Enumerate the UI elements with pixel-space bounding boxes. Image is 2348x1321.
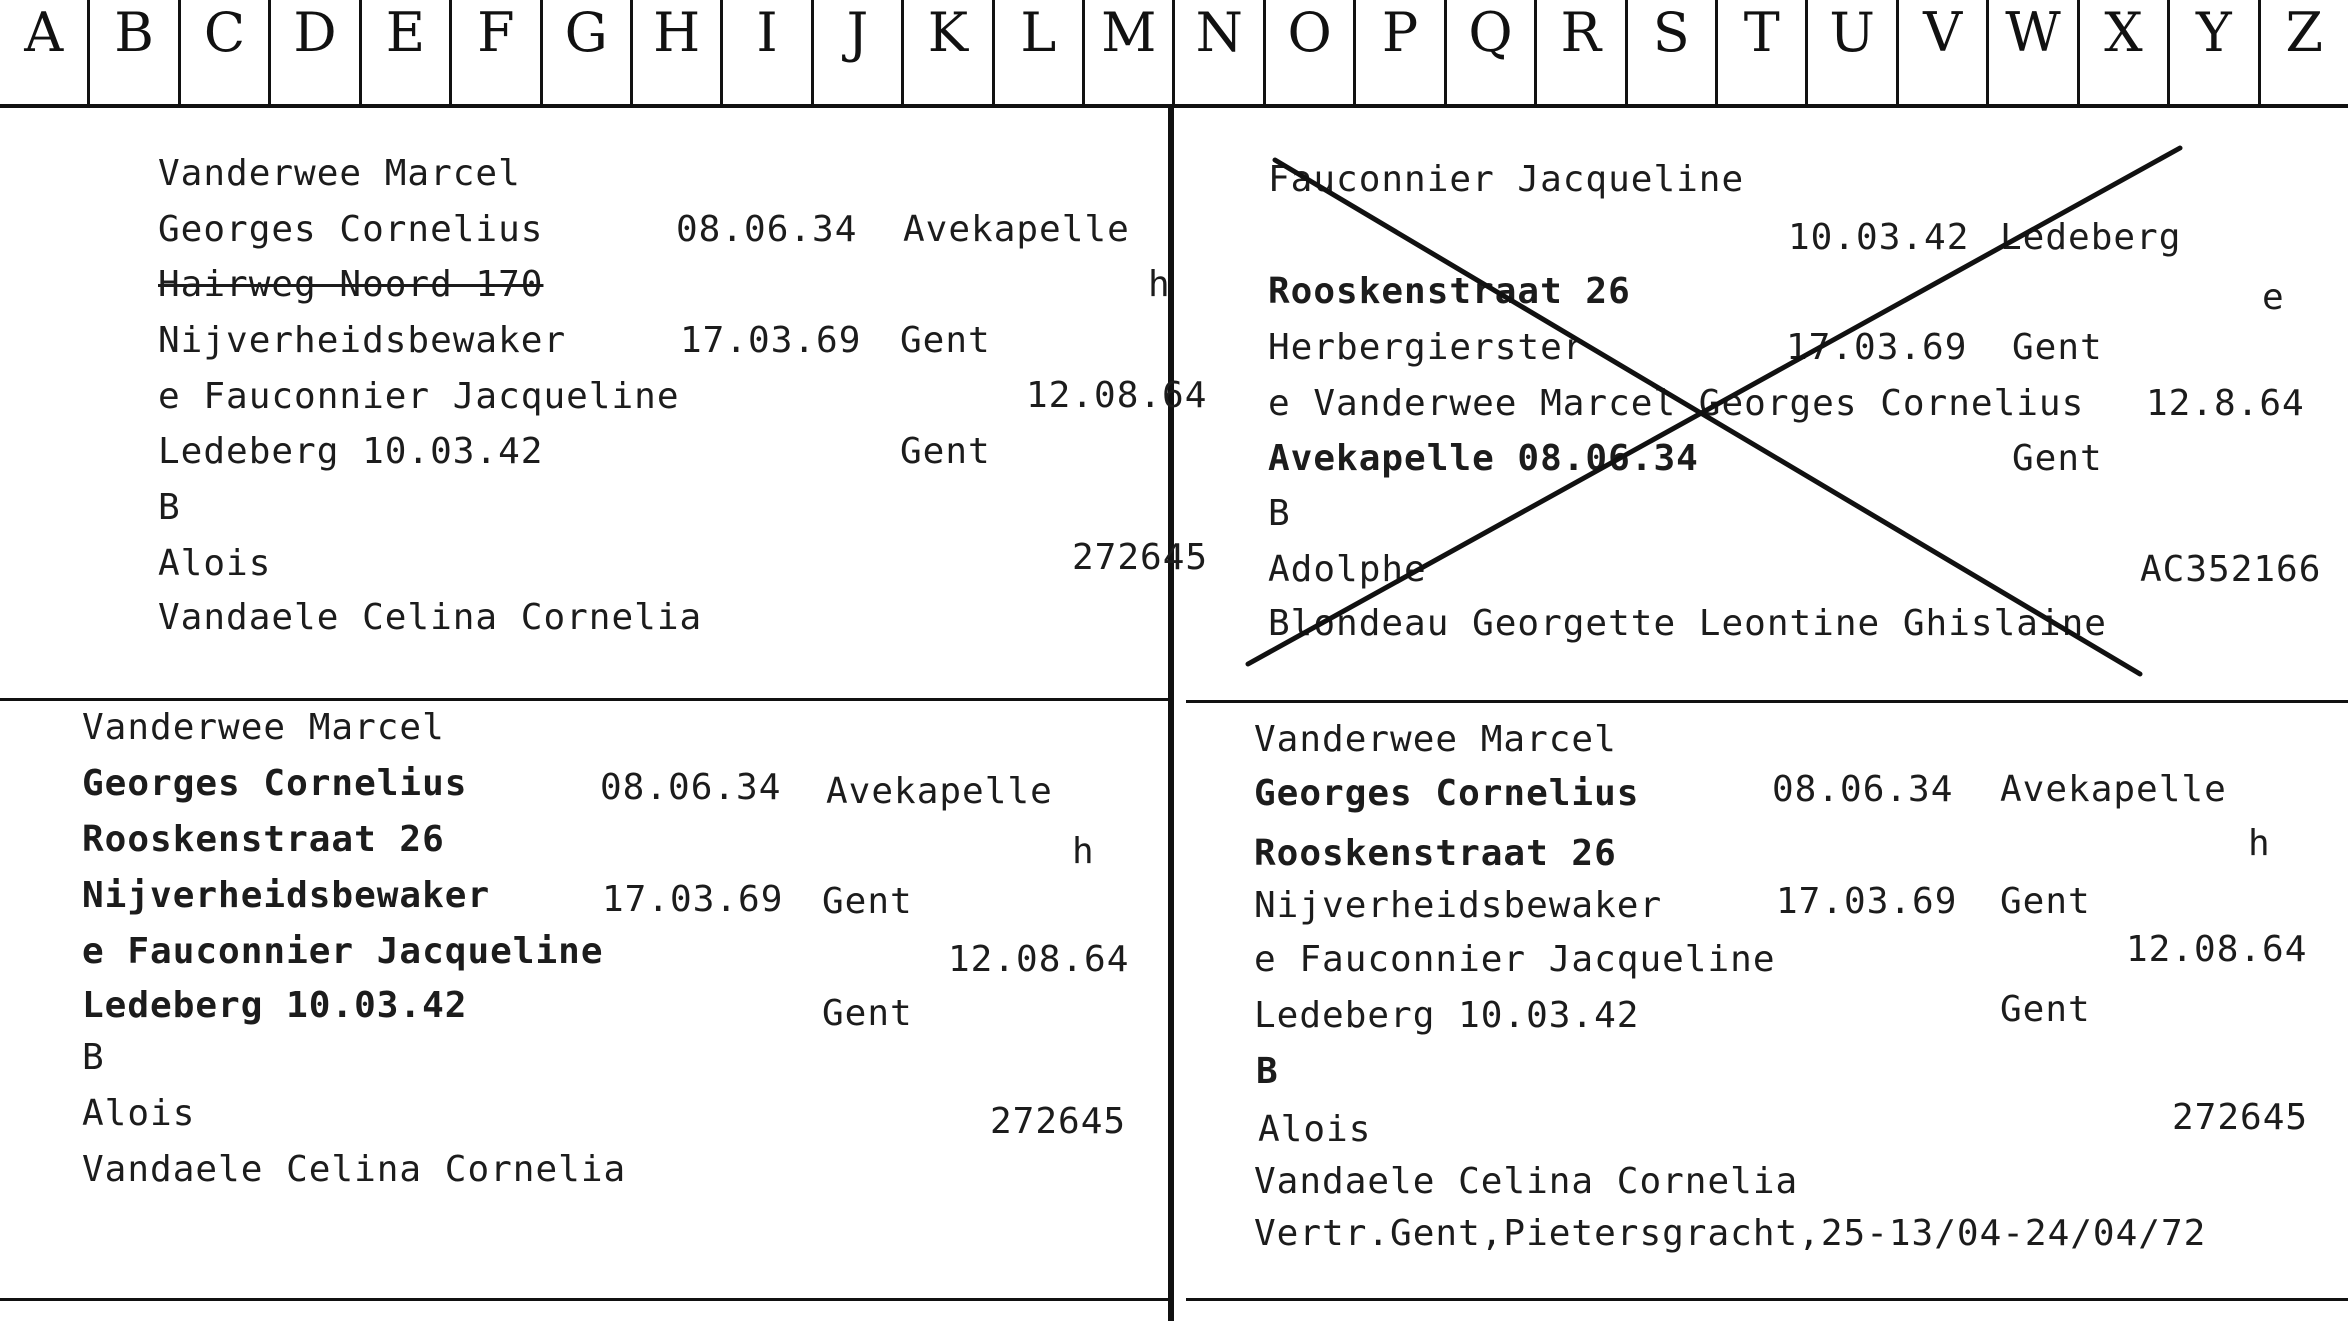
tab-s: S xyxy=(1628,0,1718,104)
card-sex: h xyxy=(1148,264,1171,305)
tab-y: Y xyxy=(2170,0,2260,104)
card-mother: Vandaele Celina Cornelia xyxy=(158,597,703,638)
card-birth-place: Avekapelle xyxy=(903,209,1130,250)
card-mother: Vandaele Celina Cornelia xyxy=(82,1149,627,1190)
tab-q: Q xyxy=(1447,0,1537,104)
tab-i: I xyxy=(723,0,813,104)
card-occupation-place: Gent xyxy=(822,881,913,922)
card-spouse: e Fauconnier Jacqueline xyxy=(82,931,604,972)
tab-a: A xyxy=(0,0,90,104)
card-name: Fauconnier Jacqueline xyxy=(1268,159,1745,200)
tab-b: B xyxy=(90,0,180,104)
tab-g: G xyxy=(543,0,633,104)
card-occupation-date: 17.03.69 xyxy=(602,879,784,920)
card-spouse-birth: Avekapelle 08.06.34 xyxy=(1268,438,1699,479)
card-occupation: Nijverheidsbewaker xyxy=(1254,885,1663,926)
tab-o: O xyxy=(1266,0,1356,104)
card-occupation-date: 17.03.69 xyxy=(1776,881,1958,922)
card-address-struck: Hairweg Noord 170 xyxy=(158,264,544,305)
tab-v: V xyxy=(1899,0,1989,104)
tab-w: W xyxy=(1989,0,2079,104)
card-address: Rooskenstraat 26 xyxy=(1254,833,1617,874)
card-marriage-place: Gent xyxy=(822,993,913,1034)
card-spouse: e Fauconnier Jacqueline xyxy=(1254,939,1776,980)
tab-k: K xyxy=(904,0,994,104)
card-spouse: e Vanderwee Marcel Georges Cornelius xyxy=(1268,383,2085,424)
tab-l: L xyxy=(995,0,1085,104)
tab-c: C xyxy=(181,0,271,104)
card-sex: h xyxy=(1072,831,1095,872)
card-nationality: B xyxy=(82,1037,105,1078)
card-spouse: e Fauconnier Jacqueline xyxy=(158,376,680,417)
card-spouse-birth: Ledeberg 10.03.42 xyxy=(1254,995,1640,1036)
card-sex: h xyxy=(2248,823,2271,864)
card-father: Alois xyxy=(1258,1109,1372,1150)
card-father: Alois xyxy=(158,543,272,584)
card-father: Alois xyxy=(82,1093,196,1134)
card-marriage-date: 12.8.64 xyxy=(2146,383,2305,424)
card-mother: Blondeau Georgette Leontine Ghislaine xyxy=(1268,603,2107,644)
card-birth-place: Avekapelle xyxy=(826,771,1053,812)
card-departure-note: Vertr.Gent,Pietersgracht,25-13/04-24/04/72 xyxy=(1254,1213,2207,1254)
card-given-names: Georges Cornelius xyxy=(1254,773,1640,814)
card-occupation: Herbergierster xyxy=(1268,327,1586,368)
tab-x: X xyxy=(2080,0,2170,104)
card-marriage-date: 12.08.64 xyxy=(1026,375,1208,416)
tab-u: U xyxy=(1808,0,1898,104)
card-id-number: 272645 xyxy=(990,1101,1127,1142)
card-nationality: B xyxy=(1268,493,1291,534)
card-occupation-date: 17.03.69 xyxy=(680,320,862,361)
card-occupation: Nijverheidsbewaker xyxy=(82,875,491,916)
card-occupation-date: 17.03.69 xyxy=(1786,327,1968,368)
tab-p: P xyxy=(1356,0,1446,104)
card-marriage-date: 12.08.64 xyxy=(2126,929,2308,970)
card-given-names: Georges Cornelius xyxy=(158,209,544,250)
card-address: Rooskenstraat 26 xyxy=(1268,271,1631,312)
card-birth-date: 08.06.34 xyxy=(1772,769,1954,810)
card-marriage-date: 12.08.64 xyxy=(948,939,1130,980)
tab-e: E xyxy=(362,0,452,104)
tab-t: T xyxy=(1718,0,1808,104)
card-spouse-birth: Ledeberg 10.03.42 xyxy=(82,985,468,1026)
tab-n: N xyxy=(1175,0,1265,104)
card-birth-date: 08.06.34 xyxy=(600,767,782,808)
card-marriage-place: Gent xyxy=(900,431,991,472)
card-nationality: B xyxy=(158,487,181,528)
card-id-number: 272645 xyxy=(2172,1097,2309,1138)
tab-z: Z xyxy=(2285,1,2324,64)
card-spouse-birth: Ledeberg 10.03.42 xyxy=(158,431,544,472)
card-name: Vanderwee Marcel xyxy=(82,707,445,748)
card-birth-place: Ledeberg xyxy=(2000,217,2182,258)
tab-d: D xyxy=(271,0,361,104)
tab-h: H xyxy=(633,0,723,104)
card-occupation-place: Gent xyxy=(2012,327,2103,368)
card-occupation-place: Gent xyxy=(2000,881,2091,922)
card-mother: Vandaele Celina Cornelia xyxy=(1254,1161,1799,1202)
tab-f: F xyxy=(452,0,542,104)
card-marriage-place: Gent xyxy=(2000,989,2091,1030)
card-id-number: 272645 xyxy=(1072,537,1209,578)
tab-j: J xyxy=(814,0,904,104)
card-address: Rooskenstraat 26 xyxy=(82,819,445,860)
card-given-names: Georges Cornelius xyxy=(82,763,468,804)
card-id-number: AC352166 xyxy=(2140,549,2322,590)
card-father: Adolphe xyxy=(1268,549,1427,590)
card-nationality: B xyxy=(1256,1051,1279,1092)
card-sex: e xyxy=(2262,277,2285,318)
tab-m: M xyxy=(1085,0,1175,104)
card-name: Vanderwee Marcel xyxy=(1254,719,1617,760)
card-birth-place: Avekapelle xyxy=(2000,769,2227,810)
card-occupation-place: Gent xyxy=(900,320,991,361)
tab-r: R xyxy=(1537,0,1627,104)
card-name: Vanderwee Marcel xyxy=(158,153,521,194)
card-birth-date: 08.06.34 xyxy=(676,209,858,250)
card-marriage-place: Gent xyxy=(2012,438,2103,479)
card-occupation: Nijverheidsbewaker xyxy=(158,320,567,361)
card-birth-date: 10.03.42 xyxy=(1788,217,1970,258)
